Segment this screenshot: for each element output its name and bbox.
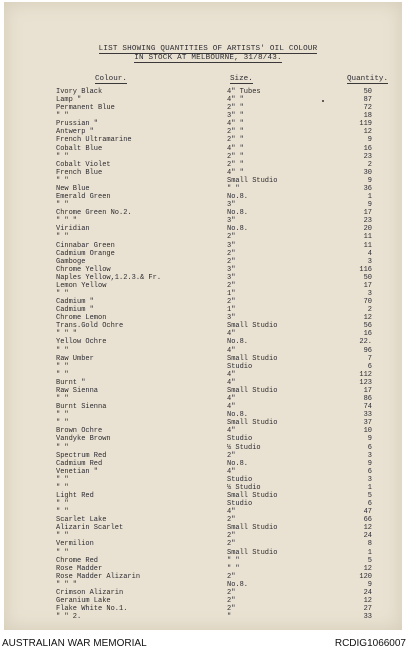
table-row (4, 209, 408, 217)
table-row (4, 258, 408, 266)
quantity-cell: 70 (363, 298, 372, 307)
quantity-cell: 9 (367, 176, 372, 185)
colour-cell: New Blue (56, 184, 90, 193)
colour-cell: Burnt " (56, 378, 86, 387)
quantity-cell: 2 (367, 306, 372, 315)
quantity-cell: 17 (363, 281, 372, 290)
table-row (4, 435, 408, 443)
quantity-cell: 9 (367, 435, 372, 444)
size-cell: 4" " (227, 120, 244, 129)
size-cell: 2" (227, 451, 236, 460)
column-header-colour: Colour. (95, 75, 127, 83)
size-cell: 2" (227, 532, 236, 541)
size-cell: 2" (227, 516, 236, 525)
colour-cell: " " (56, 233, 69, 242)
size-cell: 2" (227, 249, 236, 258)
quantity-cell: 17 (363, 386, 372, 395)
table-row (4, 161, 408, 169)
quantity-cell: 17 (363, 209, 372, 218)
quantity-cell: 72 (363, 104, 372, 113)
colour-cell: " " (56, 176, 69, 185)
table-row (4, 605, 408, 613)
colour-cell: Gamboge (56, 257, 86, 266)
colour-cell: Venetian " (56, 467, 99, 476)
size-cell: 2" (227, 597, 236, 606)
colour-cell: " " (56, 475, 69, 484)
table-row (4, 153, 408, 161)
colour-cell: Chrome Red (56, 556, 99, 565)
size-cell: No.8. (227, 193, 249, 202)
colour-cell: Lemon Yellow (56, 281, 107, 290)
colour-cell: " " (56, 419, 69, 428)
colour-cell: French Ultramarine (56, 136, 132, 145)
quantity-cell: 56 (363, 322, 372, 331)
size-cell: 2" (227, 281, 236, 290)
size-cell: Studio (227, 500, 253, 509)
colour-cell: Cadmium Red (56, 459, 103, 468)
colour-cell: Flake White No.1. (56, 605, 128, 614)
size-cell: 2" " (227, 136, 244, 145)
quantity-cell: 12 (363, 314, 372, 323)
colour-cell: " " (56, 508, 69, 517)
column-header-quantity: Quantity. (347, 75, 389, 83)
document-subtitle: IN STOCK AT MELBOURNE, 31/8/43. (134, 54, 282, 62)
table-row (4, 395, 408, 403)
size-cell: 2" " (227, 152, 244, 161)
size-cell: 4" Tubes (227, 88, 261, 96)
colour-cell: " " (56, 152, 69, 161)
table-row (4, 225, 408, 233)
size-cell: 2" (227, 572, 236, 581)
size-cell: 4" (227, 378, 236, 387)
colour-cell: " " (56, 201, 69, 210)
quantity-cell: 22. (359, 338, 372, 347)
quantity-cell: 37 (363, 419, 372, 428)
table-row (4, 597, 408, 605)
table-row (4, 274, 408, 282)
quantity-cell: 24 (363, 532, 372, 541)
table-row (4, 355, 408, 363)
size-cell: 2" " (227, 128, 244, 137)
colour-cell: Brown Ochre (56, 427, 103, 436)
quantity-cell: 3 (367, 475, 372, 484)
colour-cell: Light Red (56, 492, 94, 500)
table-row (4, 347, 408, 355)
size-cell: " " (227, 556, 240, 565)
quantity-cell: 1 (367, 548, 372, 557)
size-cell: Studio (227, 475, 253, 484)
table-row (4, 290, 408, 298)
quantity-cell: 47 (363, 508, 372, 517)
colour-cell: Cadmium Orange (56, 249, 115, 258)
quantity-cell: 11 (363, 233, 372, 242)
table-row (4, 387, 408, 395)
table-row (4, 444, 408, 452)
table-row (4, 322, 408, 330)
colour-cell: Viridian (56, 225, 90, 234)
table-row (4, 128, 408, 136)
table-row (4, 589, 408, 597)
quantity-cell: 6 (367, 467, 372, 476)
table-row (4, 306, 408, 314)
size-cell: 1" (227, 290, 236, 298)
colour-cell: Geranium Lake (56, 597, 111, 606)
colour-cell: Antwerp " (56, 128, 94, 137)
quantity-cell: 6 (367, 443, 372, 452)
table-row (4, 508, 408, 516)
quantity-cell: 10 (363, 427, 372, 436)
size-cell: No.8. (227, 580, 249, 589)
colour-cell: " " (56, 483, 69, 492)
quantity-cell: 36 (363, 184, 372, 193)
table-row (4, 266, 408, 274)
size-cell: Studio (227, 435, 253, 444)
quantity-cell: 5 (367, 492, 372, 500)
size-cell: No.8. (227, 225, 249, 234)
table-row (4, 145, 408, 153)
table-row (4, 468, 408, 476)
size-cell: 4" " (227, 144, 244, 153)
size-cell: 3" (227, 217, 236, 226)
size-cell: " " (227, 184, 240, 193)
table-row (4, 500, 408, 508)
table-row (4, 573, 408, 581)
table-row (4, 233, 408, 241)
table-row (4, 177, 408, 185)
quantity-cell: 87 (363, 96, 372, 105)
quantity-cell: 120 (359, 572, 372, 581)
quantity-cell: 5 (367, 556, 372, 565)
table-row (4, 363, 408, 371)
size-cell: 4" (227, 427, 236, 436)
colour-cell: Lamp " (56, 96, 82, 105)
size-cell: ½ Studio (227, 443, 261, 452)
size-cell: 2" (227, 540, 236, 549)
quantity-cell: 12 (363, 564, 372, 573)
size-cell: No.8. (227, 459, 249, 468)
colour-cell: Cobalt Violet (56, 160, 111, 169)
table-row (4, 104, 408, 112)
colour-cell: " " (56, 346, 69, 355)
size-cell: " (227, 613, 232, 622)
table-row (4, 298, 408, 306)
quantity-cell: 116 (359, 265, 372, 274)
quantity-cell: 50 (363, 273, 372, 282)
table-row (4, 338, 408, 346)
table-row (4, 330, 408, 338)
table-row (4, 452, 408, 460)
quantity-cell: 12 (363, 128, 372, 137)
quantity-cell: 86 (363, 395, 372, 404)
size-cell: Small Studio (227, 419, 278, 428)
table-row (4, 403, 408, 411)
colour-cell: Chrome Yellow (56, 265, 111, 274)
table-row (4, 250, 408, 258)
table-row (4, 581, 408, 589)
quantity-cell: 18 (363, 112, 372, 121)
colour-cell: Alizarin Scarlet (56, 524, 124, 533)
quantity-cell: 30 (363, 168, 372, 177)
quantity-cell: 1 (367, 193, 372, 202)
quantity-cell: 16 (363, 330, 372, 339)
table-row (4, 112, 408, 120)
size-cell: 4" (227, 330, 236, 339)
colour-cell: Rose Madder Alizarin (56, 572, 141, 581)
size-cell: 2" (227, 233, 236, 242)
quantity-cell: 3 (367, 451, 372, 460)
quantity-cell: 4 (367, 249, 372, 258)
colour-cell: " " (56, 112, 69, 121)
table-row (4, 557, 408, 565)
table-row (4, 532, 408, 540)
column-header-size: Size. (230, 75, 253, 83)
size-cell: Small Studio (227, 548, 278, 557)
quantity-cell: 16 (363, 144, 372, 153)
size-cell: Small Studio (227, 176, 278, 185)
colour-cell: Trans.Gold Ochre (56, 322, 124, 331)
size-cell: 4" " (227, 168, 244, 177)
colour-cell: Cobalt Blue (56, 144, 103, 153)
quantity-cell: 11 (363, 241, 372, 250)
colour-cell: " " " (56, 580, 78, 589)
footer-credit: AUSTRALIAN WAR MEMORIAL (2, 638, 147, 649)
quantity-cell: 8 (367, 540, 372, 549)
size-cell: 2" " (227, 104, 244, 113)
quantity-cell: 112 (359, 370, 372, 379)
table-row (4, 549, 408, 557)
colour-cell: " " (56, 532, 69, 541)
colour-cell: Vandyke Brown (56, 435, 111, 444)
table-row (4, 371, 408, 379)
quantity-cell: 66 (363, 516, 372, 525)
table-row (4, 201, 408, 209)
size-cell: No.8. (227, 209, 249, 218)
table-row (4, 217, 408, 225)
size-cell: 4" (227, 346, 236, 355)
size-cell: 4" (227, 403, 236, 412)
colour-cell: Yellow Ochre (56, 338, 107, 347)
table-row (4, 136, 408, 144)
table-row (4, 419, 408, 427)
colour-cell: Permanent Blue (56, 104, 115, 113)
table-row (4, 282, 408, 290)
colour-cell: Cinnabar Green (56, 241, 115, 250)
colour-cell: Rose Madder (56, 564, 103, 573)
size-cell: No.8. (227, 411, 249, 420)
quantity-cell: 23 (363, 152, 372, 161)
table-row (4, 193, 408, 201)
table-row (4, 96, 408, 104)
colour-cell: Chrome Green No.2. (56, 209, 132, 218)
size-cell: 3" (227, 314, 236, 323)
colour-cell: " " (56, 370, 69, 379)
colour-cell: Prussian " (56, 120, 99, 129)
quantity-cell: 9 (367, 580, 372, 589)
colour-cell: " " (56, 411, 69, 420)
quantity-cell: 9 (367, 201, 372, 210)
size-cell: " " (227, 564, 240, 573)
colour-cell: " " (56, 290, 69, 298)
colour-cell: Raw Umber (56, 354, 94, 363)
table-row (4, 484, 408, 492)
colour-cell: Emerald Green (56, 193, 111, 202)
colour-cell: " " (56, 443, 69, 452)
quantity-cell: 96 (363, 346, 372, 355)
table-row (4, 242, 408, 250)
quantity-cell: 6 (367, 362, 372, 371)
size-cell: 1" (227, 306, 236, 315)
colour-cell: Cadmium " (56, 298, 94, 307)
size-cell: 4" (227, 395, 236, 404)
colour-cell: " " 2. (56, 613, 82, 622)
table-row (4, 613, 408, 621)
colour-cell: Chrome Lemon (56, 314, 107, 323)
size-cell: 4" (227, 467, 236, 476)
size-cell: Small Studio (227, 492, 278, 500)
size-cell: 3" (227, 265, 236, 274)
quantity-cell: 23 (363, 217, 372, 226)
quantity-cell: 2 (367, 160, 372, 169)
size-cell: 3" " (227, 112, 244, 121)
size-cell: 3" (227, 201, 236, 210)
colour-cell: Spectrum Red (56, 451, 107, 460)
table-row (4, 314, 408, 322)
colour-cell: " " (56, 500, 69, 509)
quantity-cell: 6 (367, 500, 372, 509)
colour-cell: Ivory Black (56, 88, 103, 96)
size-cell: 4" " (227, 96, 244, 105)
size-cell: Small Studio (227, 524, 278, 533)
colour-cell: Vermilion (56, 540, 94, 549)
colour-cell: " " " (56, 217, 78, 226)
table-row (4, 379, 408, 387)
table-row (4, 524, 408, 532)
quantity-cell: 50 (363, 88, 372, 96)
colour-cell: Cadmium " (56, 306, 94, 315)
size-cell: 2" (227, 257, 236, 266)
size-cell: 2" (227, 298, 236, 307)
quantity-cell: 74 (363, 403, 372, 412)
colour-cell: Raw Sienna (56, 386, 99, 395)
quantity-cell: 123 (359, 378, 372, 387)
quantity-cell: 27 (363, 605, 372, 614)
table-row (4, 120, 408, 128)
quantity-cell: 24 (363, 588, 372, 597)
colour-cell: Naples Yellow,1.2.3.& Fr. (56, 273, 162, 282)
quantity-cell: 33 (363, 613, 372, 622)
table-row (4, 460, 408, 468)
size-cell: Studio (227, 362, 253, 371)
size-cell: Small Studio (227, 354, 278, 363)
colour-cell: Burnt Sienna (56, 403, 107, 412)
size-cell: 2" (227, 588, 236, 597)
size-cell: 3" (227, 273, 236, 282)
size-cell: No.8. (227, 338, 249, 347)
quantity-cell: 12 (363, 524, 372, 533)
quantity-cell: 20 (363, 225, 372, 234)
quantity-cell: 9 (367, 459, 372, 468)
colour-cell: Scarlet Lake (56, 516, 107, 525)
colour-cell: " " (56, 395, 69, 404)
quantity-cell: 7 (367, 354, 372, 363)
size-cell: Small Studio (227, 386, 278, 395)
table-row (4, 516, 408, 524)
table-row (4, 565, 408, 573)
colour-cell: French Blue (56, 168, 103, 177)
table-row (4, 411, 408, 419)
table-row (4, 185, 408, 193)
document-title: LIST SHOWING QUANTITIES OF ARTISTS' OIL COLOUR (98, 45, 318, 53)
quantity-cell: 12 (363, 597, 372, 606)
colour-cell: " " " (56, 330, 78, 339)
size-cell: 4" (227, 508, 236, 517)
quantity-cell: 119 (359, 120, 372, 129)
table-row (4, 427, 408, 435)
quantity-cell: 3 (367, 257, 372, 266)
colour-cell: Crimson Alizarin (56, 588, 124, 597)
quantity-cell: 1 (367, 483, 372, 492)
quantity-cell: 3 (367, 290, 372, 298)
quantity-cell: 9 (367, 136, 372, 145)
colour-cell: " " (56, 548, 69, 557)
size-cell: 4" (227, 370, 236, 379)
size-cell: 2" " (227, 160, 244, 169)
size-cell: 3" (227, 241, 236, 250)
size-cell: 2" (227, 605, 236, 614)
size-cell: Small Studio (227, 322, 278, 331)
table-row (4, 476, 408, 484)
footer-reference: RCDIG1066007 (334, 638, 406, 649)
colour-cell: " " (56, 362, 69, 371)
table-row (4, 169, 408, 177)
document-page (4, 2, 402, 630)
quantity-cell: 33 (363, 411, 372, 420)
table-row (4, 540, 408, 548)
table-row (4, 88, 408, 96)
table-row (4, 492, 408, 500)
size-cell: ½ Studio (227, 483, 261, 492)
